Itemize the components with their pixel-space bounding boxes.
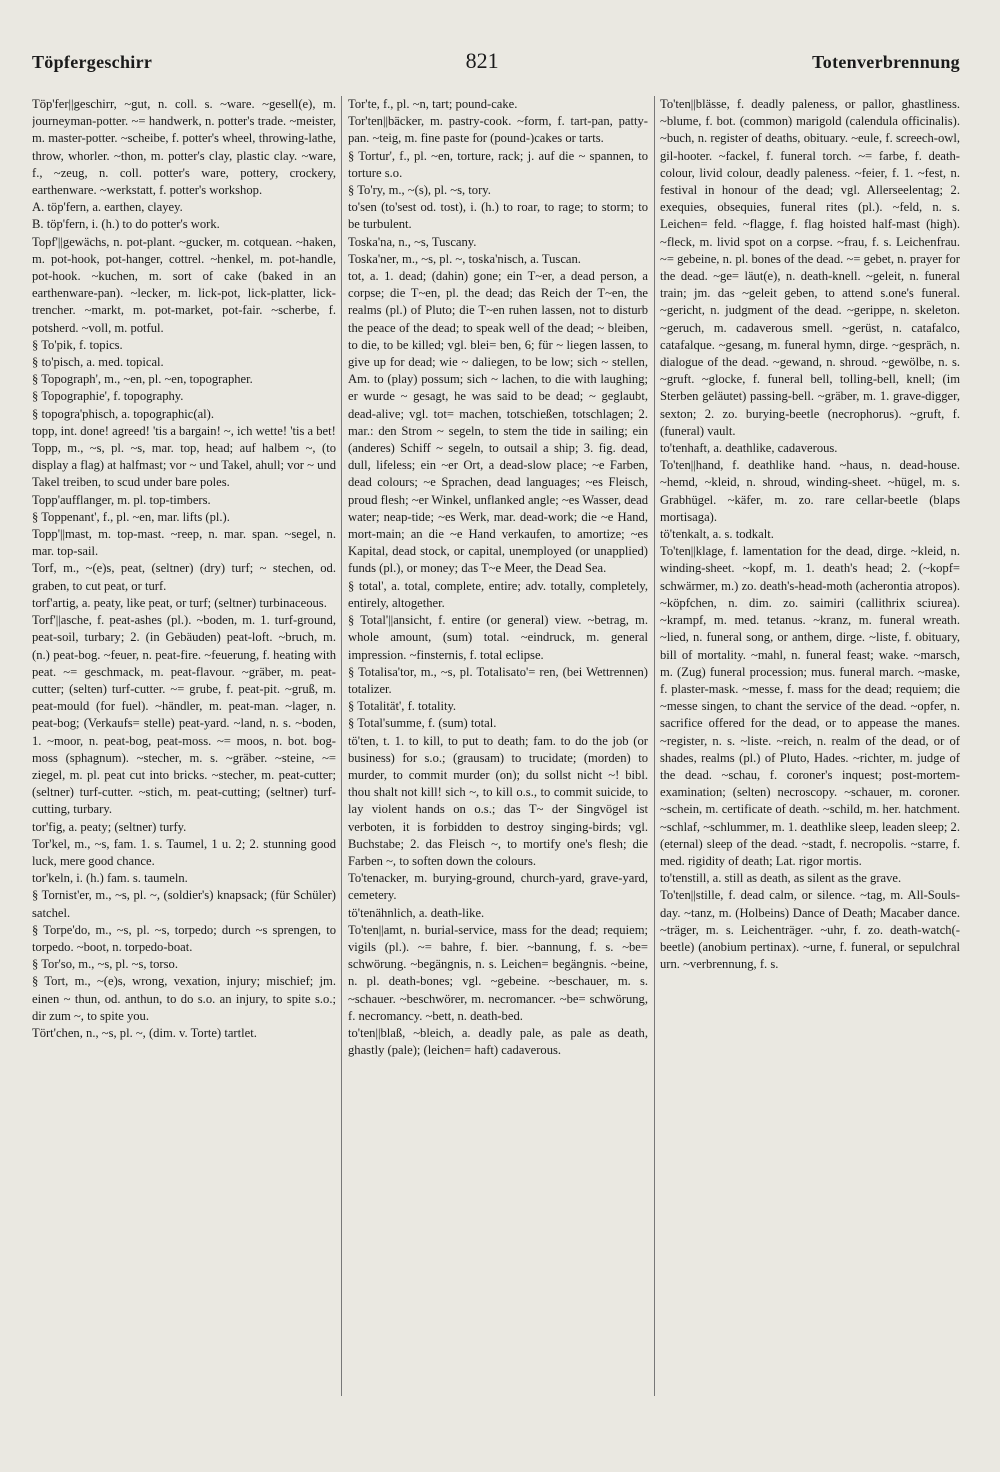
dictionary-entry: § Total'summe, f. (sum) total. (348, 716, 497, 731)
dictionary-entry: to'sen (to'sest od. tost), i. (h.) to roar, to rage; to storm; to be turbulent. (348, 200, 648, 232)
dictionary-entry: B. töp'fern, i. (h.) to do potter's work. (32, 217, 220, 232)
page-number: 821 (465, 48, 499, 73)
header-right-guide-word: Totenverbrennung (812, 52, 960, 72)
dictionary-entry: Torf'||asche, f. peat-ashes (pl.). ~boden, m. 1. turf-ground, peat-soil, turbary; 2. (in Gebäuden) peat-loft. ~bruch, m. (n.) peat-bog. ~feuer, n. peat-fire. ~feuerung, f. heating with peat. ~= geschmack, m. peat-flavour. ~gräber, m. peat-cutter; (selten) turf-cutter. ~= grube, f. peat-pit. ~gruß, m. peat-mould (for fuel). ~händler, m. peat-man. ~lager, n. peat-bog; (Verkaufs= stelle) peat-yard. ~land, n. s. ~boden, 1. ~moor, n. peat-bog, peat-moss. ~= moos, n. bot. bog-moss (sphagnum). ~stecher, m. s. ~gräber. ~steine, ~= ziegel, m. pl. peat cut into bricks. ~stecher, m. peat-cutter; (seltner) turf-cutter. ~stich, m. peat-cutting; (seltner) turf-cutting, turbary. (32, 613, 336, 817)
page-header (32, 48, 960, 78)
dictionary-entry: § To'ry, m., ~(s), pl. ~s, tory. (348, 183, 491, 198)
dictionary-entry: § Totalität', f. totality. (348, 699, 457, 714)
dictionary-entry: Topp'aufflanger, m. pl. top-timbers. (32, 492, 211, 507)
dictionary-entry: § Torpe'do, m., ~s, pl. ~s, torpedo; durch ~s sprengen, to torpedo. ~boot, n. torpedo-boat. (32, 922, 336, 954)
dictionary-entry: To'ten||amt, n. burial-service, mass for the dead; requiem; vigils (pl.). ~= bahre, f. bier. ~bannung, f. s. ~be= schwörung. ~begängnis, n. s. Leichen= begängnis. ~beine, n. pl. death-bones; vgl. ~gebeine. ~beschauer, m. s. ~schauer. ~beschwörer, m. necromancer. ~be= schwörung, f. necromancy. ~bett, n. death-bed. (348, 922, 648, 1023)
dictionary-entry: § Totalisa'tor, m., ~s, pl. Totalisato'= ren, (bei Wettrennen) totalizer. (348, 664, 648, 696)
dictionary-entry: § Tor'so, m., ~s, pl. ~s, torso. (32, 957, 178, 972)
dictionary-entry: Tor'ten||bäcker, m. pastry-cook. ~form, f. tart-pan, patty-pan. ~teig, m. fine paste for (pound-)cakes or tarts. (348, 114, 648, 146)
dictionary-entry: Toska'na, n., ~s, Tuscany. (348, 234, 477, 249)
dictionary-entry: Topp'||mast, m. top-mast. ~reep, n. mar. span. ~segel, n. mar. top-sail. (32, 527, 336, 559)
dictionary-entry: torf'artig, a. peaty, like peat, or turf; (seltner) turbinaceous. (32, 595, 327, 610)
dictionary-entry: Tört'chen, n., ~s, pl. ~, (dim. v. Torte) tartlet. (32, 1025, 257, 1040)
dictionary-entry: To'tenacker, m. burying-ground, church-yard, grave-yard, cemetery. (348, 871, 648, 903)
dictionary-entry: § Topographie', f. topography. (32, 389, 184, 404)
dictionary-entry: tö'tenähnlich, a. death-like. (348, 905, 485, 920)
dictionary-entry: Topf'||gewächs, n. pot-plant. ~gucker, m. cotquean. ~haken, m. pot-hook, pot-hanger, cottrel. ~henkel, m. pot-handle, pot-hook. ~kuchen, m. sort of cake (baked in an earthenware-pan). ~lecker, m. lick-pot, lick-platter, lick-trencher. ~markt, m. pot-market, pot-fair. ~scherbe, f. potsherd. ~voll, m. potful. (32, 234, 336, 335)
dictionary-entry: tö'ten, t. 1. to kill, to put to death; fam. to do the job (or business) for s.o.; (grausam) to trucidate; (morden) to murder, to commit murder (on); du sollst nicht ~! bibl. thou shalt not kill! sich ~, to kill o.s., to commit suicide, to lay violent hands on o.s.; das T~ der Singvögel ist verboten, it is forbidden to destroy singing-birds; vgl. Buchstabe; 2. das Fleisch ~, to mortify one's flesh; die Farben ~, to soften down the colours. (348, 733, 648, 868)
dictionary-entry: § Toppenant', f., pl. ~en, mar. lifts (pl.). (32, 509, 230, 524)
dictionary-entry: § Topograph', m., ~en, pl. ~en, topographer. (32, 372, 253, 387)
column-1 (32, 96, 336, 1436)
dictionary-entry: Tor'te, f., pl. ~n, tart; pound-cake. (348, 97, 518, 111)
dictionary-entry: topp, int. done! agreed! 'tis a bargain! ~, ich wette! 'tis a bet! (32, 423, 336, 438)
dictionary-entry: § Tornist'er, m., ~s, pl. ~, (soldier's) knapsack; (für Schüler) satchel. (32, 888, 336, 920)
dictionary-entry: § Total'||ansicht, f. entire (or general) view. ~betrag, m. whole amount, (sum) total. ~eindruck, m. general impression. ~finsternis, f. total eclipse. (348, 613, 648, 662)
dictionary-entry: Toska'ner, m., ~s, pl. ~, toska'nisch, a. Tuscan. (348, 251, 581, 266)
dictionary-entry: A. töp'fern, a. earthen, clayey. (32, 200, 183, 215)
dictionary-entry: § To'pik, f. topics. (32, 337, 123, 352)
column-3 (660, 96, 960, 1436)
dictionary-entry: § total', a. total, complete, entire; adv. totally, completely, entirely, altogether. (348, 578, 648, 610)
dictionary-entry: tor'fig, a. peaty; (seltner) turfy. (32, 819, 187, 834)
dictionary-entry: Topp, m., ~s, pl. ~s, mar. top, head; auf halbem ~, (to display a flag) at halfmast; vor ~ und Takel, ahull; vor ~ und Takel treiben, to scud under bare poles. (32, 441, 336, 490)
dictionary-entry: to'ten||blaß, ~bleich, a. deadly pale, as pale as death, ghastly (pale); (leichen= haft) cadaverous. (348, 1025, 648, 1058)
dictionary-entry: § to'pisch, a. med. topical. (32, 355, 164, 370)
header-left-guide-word: Töpfergeschirr (32, 52, 153, 72)
column-2 (348, 96, 648, 1436)
dictionary-entry: tö'tenkalt, a. s. todkalt. (660, 527, 774, 542)
dictionary-entry: tot, a. 1. dead; (dahin) gone; ein T~er, a dead person, a corpse; die T~en, pl. the dead; das Reich der T~en, the realms (pl.) of Pluto; die T~en ruhen lassen, not to disturb the peace of the dead; to speak well of the dead; ~ bleiben, to die, to be killed; vgl. blei= ben, 6; für ~ liegen lassen, to give up for dead; wie ~ daliegen, to be low; sich ~ stellen, Am. to (play) possum; sich ~ lachen, to die with laughing; er wurde ~ gesagt, he was said to be dead; ~ geglaubt, dead-alive; vgl. tot= machen, totschießen, totschlagen; 2. mar.: den Strom ~ segeln, to stem the tide in sailing; ein (anderes) Schiff ~ segeln, to outsail a ship; 3. fig. dead, dull, lifeless; ein ~er Ort, a dead-slow place; ~e Farben, dead colours; ~e Sprachen, dead languages; ~es Fleisch, proud flesh; ~er Winkel, unflanked angle; ~es Wasser, dead water; neap-tide; ~es Werk, mar. dead-work; die ~e Hand, mort-main; an die ~e Hand verkaufen, to amortize; ~es Kapital, dead stock, or capital, unemployed (or unapplied) funds (pl.), or money; das T~e Meer, the Dead Sea. (348, 269, 648, 576)
dictionary-entry: § topogra'phisch, a. topographic(al). (32, 406, 215, 421)
dictionary-entry: To'ten||blässe, f. deadly paleness, or pallor, ghastliness. ~blume, f. bot. (common) marigold (calendula officinalis). ~buch, n. register of deaths, obituary. ~eule, f. screech-owl, gil-hooter. ~fackel, f. funeral torch. ~= farbe, f. death-colour, livid colour, deadly paleness. ~feier, f. 1. ~fest, n. festival in honour of the dead; vgl. Allerseelentag; 2. exequies, obsequies, funeral rites (pl.). ~feld, n. s. Leichen= feld. ~flagge, f. flag hoisted half-mast (high). ~fleck, m. livid spot on a corpse. ~frau, f. s. Leichenfrau. ~= gebeine, n. pl. bones of the dead. ~= gebet, n. prayer for the dead. ~ge= läut(e), n. death-knell. ~geleit, n. funeral train; jm. das ~geleit geben, to attend s.one's funeral. ~gericht, n. judgment of the dead. ~gerippe, n. skeleton. ~geruch, m. cadaverous smell. ~gerüst, n. catafalco, catafalque. ~gesang, m. funeral hymn, dirge. ~gespräch, n. dialogue of the dead. ~gewand, n. shroud. ~gewölbe, n. s. ~gruft. ~glocke, f. funeral bell, tolling-bell, knell; (im Sterben geläutet) passing-bell. ~gräber, m. 1. grave-digger, sexton; 2. zo. burying-beetle (necrophorus). ~gruft, f. (funeral) vault. (660, 97, 960, 438)
dictionary-entry: § Tortur', f., pl. ~en, torture, rack; j. auf die ~ spannen, to torture s.o. (348, 148, 648, 180)
dictionary-entry: Torf, m., ~(e)s, peat, (seltner) (dry) turf; ~ stechen, od. graben, to cut peat, or turf. (32, 561, 336, 593)
column-divider (654, 96, 655, 1396)
dictionary-entry: tor'keln, i. (h.) fam. s. taumeln. (32, 871, 188, 886)
dictionary-entry: § Tort, m., ~(e)s, wrong, vexation, injury; mischief; jm. einen ~ thun, od. anthun, to do s.o. an injury, to spite s.o.; dir zum ~, to spite you. (32, 974, 336, 1023)
dictionary-entry: Tor'kel, m., ~s, fam. 1. s. Taumel, 1 u. 2; 2. stunning good luck, mere good chance. (32, 836, 336, 868)
column-divider (341, 96, 342, 1396)
dictionary-entry: to'tenhaft, a. deathlike, cadaverous. (660, 441, 838, 456)
dictionary-entry: Töp'fer||geschirr, ~gut, n. coll. s. ~ware. ~gesell(e), m. journeyman-potter. ~= handwerk, n. potter's trade. ~meister, m. master-potter. ~scheibe, f. potter's wheel, throwing-lathe, throw, whorler. ~thon, m. potter's clay, plastic clay. ~ware, f., ~zeug, n. coll. potter's ware, pottery, crockery, earthenware. ~werkstatt, f. potter's workshop. (32, 97, 336, 198)
dictionary-entry: To'ten||hand, f. deathlike hand. ~haus, n. dead-house. ~hemd, ~kleid, n. shroud, winding-sheet. ~hügel, m. s. Grabhügel. ~käfer, m. zo. rare cellar-beetle (blaps mortisaga). (660, 458, 960, 524)
dictionary-entry: to'tenstill, a. still as death, as silent as the grave. (660, 871, 902, 886)
dictionary-entry: To'ten||stille, f. dead calm, or silence. ~tag, m. All-Souls-day. ~tanz, m. (Holbeins) Dance of Death; Macaber dance. ~träger, m. s. Leichenträger. ~uhr, f. zo. death-watch(-beetle) (anobium pertinax). ~urne, f. funeral, or sepulchral urn. ~verbrennung, f. s. (660, 888, 960, 972)
dictionary-entry: To'ten||klage, f. lamentation for the dead, dirge. ~kleid, n. winding-sheet. ~kopf, m. 1. death's head; 2. (~kopf= schwärmer, m.) zo. death's-head-moth (acherontia atropos). ~köpfchen, n. dim. zo. saimiri (callithrix sciurea). ~krampf, m. med. tetanus. ~kranz, m. funeral wreath. ~lied, n. funeral song, or anthem, dirge. ~liste, f. obituary, bill of mortality. ~mahl, n. funeral feast; wake. ~marsch, m. (Zug) funeral procession; mus. funeral march. ~maske, f. plaster-mask. ~messe, f. mass for the dead; requiem; die ~messe singen, to chant the service of the dead. ~opfer, n. sacrifice offered for the dead, or to appease the manes. ~register, n. s. ~liste. ~reich, n. realm of the dead, or of shades, realms (pl.) of Pluto, Hades. ~richter, m. judge of the dead. ~schau, f. coroner's inquest; post-mortem-examination; (selten) necroscopy. ~schauer, m. coroner. ~schein, m. certificate of death. ~schild, m. her. hatchment. ~schlaf, ~schlummer, m. 1. deathlike sleep, leaden sleep; 2. (eternal) sleep of the dead. ~stadt, f. necropolis. ~starre, f. med. rigidity of death; Lat. rigor mortis. (660, 544, 960, 868)
